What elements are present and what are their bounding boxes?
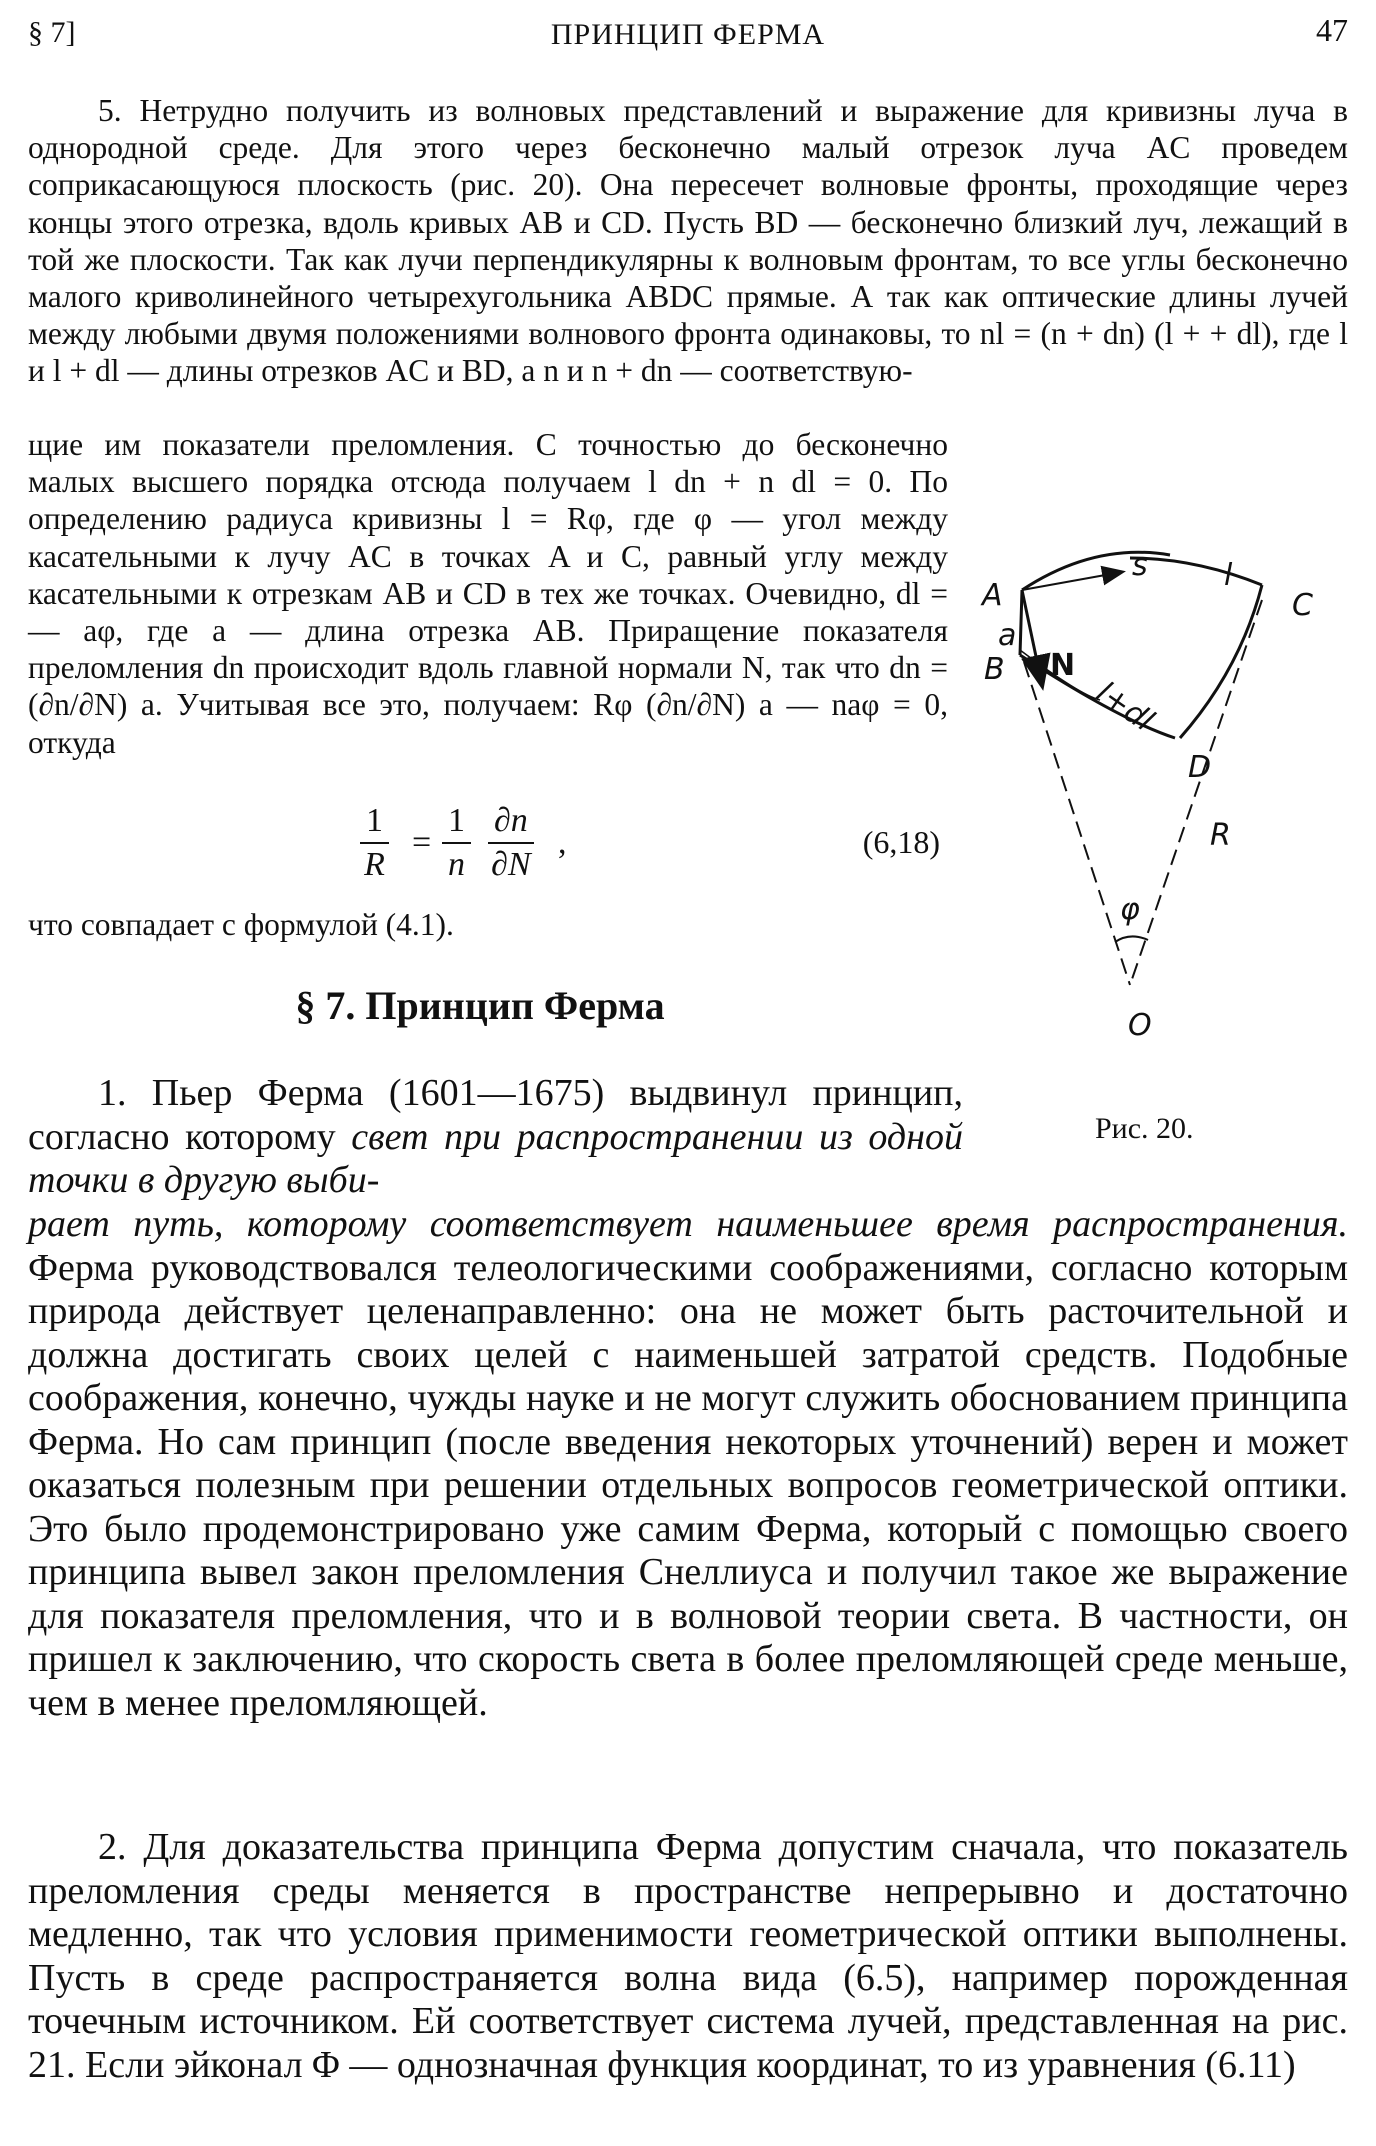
radius-c (1130, 600, 1262, 985)
front-cd (1180, 585, 1262, 738)
paragraph-1-left (28, 1072, 963, 1203)
label-s: s (1132, 548, 1148, 583)
label-a-point: A (982, 578, 1003, 613)
label-n: N (1050, 648, 1076, 683)
label-b-point: B (984, 652, 1005, 687)
formula-comma: , (558, 824, 567, 861)
paragraph-5-ending-text: что совпадает с формулой (4.1). (28, 907, 454, 942)
paragraph-2-text: 2. Для доказательства принципа Ферма допустим сначала, что показатель преломления среды меняется в пространстве непрерывно и достаточно медленно, так что условия применимости геометрической оптики выполнены. Пусть в среде распространяется волна вида (6.5), например порожденная точечным источником. Ей соответствует система лучей, представленная на рис. 21. Если эйконал Φ — однозначная функция координат, то из уравнения (6.11) (28, 1826, 1348, 2086)
paragraph-1-lead: 1. Пьер Ферма (1601—1675) выдвинул принцип, согласно которому (28, 1072, 963, 1158)
angle-arc (1115, 936, 1148, 942)
rhs-fraction-1 (442, 800, 471, 886)
section-title: § 7. Принцип Ферма (295, 983, 665, 1028)
figure-20-drawing (980, 480, 1360, 1120)
label-phi: φ (1120, 892, 1140, 927)
page-number: 47 (1316, 12, 1348, 48)
paragraph-1-italic: рает путь, которому соответствует наименьшее время распространения. (28, 1203, 1348, 1245)
rhs1-numerator: 1 (442, 800, 471, 844)
paragraph-2 (28, 1826, 1348, 2087)
rhs2-numerator: ∂n (488, 800, 534, 844)
formula-number: (6,18) (862, 824, 940, 860)
lhs-fraction (360, 800, 389, 886)
rhs-fraction-2 (488, 800, 534, 886)
running-title: ПРИНЦИП ФЕРМА (550, 18, 826, 51)
lhs-denominator: R (364, 846, 385, 883)
front-ab (1020, 590, 1022, 655)
section-ref: § 7] (28, 16, 76, 49)
paragraph-5-text: 5. Нетрудно получить из волновых представлений и выражение для кривизны луча в однородной среде. Для этого через бесконечно малый отрезок луча AC проведем соприкасающуюся плоскость (рис. 20). Она пересечет волновые фронты, проходящие через концы этого отрезка, вдоль кривых AB и CD. Пусть BD — бесконечно близкий луч, лежащий в той же плоскости. Так как лучи перпендикулярны к волновым фронтам, то все углы бесконечно малого криволинейного четырехугольника ABDC прямые. А так как оптические длины лучей между любыми двумя положениями волнового фронта одинаковы, то nl = (n + dn) (l + + dl), где l и l + dl — длины отрезков AC и BD, а n и n + dn — соответствую- (28, 93, 1348, 389)
page-header (28, 12, 1348, 56)
paragraph-5-top (28, 92, 1348, 390)
label-d-point: D (1188, 750, 1212, 785)
label-c-point: C (1292, 588, 1313, 623)
label-o-point: O (1128, 1008, 1152, 1043)
paragraph-5-ending (28, 906, 948, 943)
normal-n (1022, 590, 1042, 685)
paragraph-1-italic-lead: свет при распространении из одной точки в другую выби- (28, 1115, 964, 1201)
label-a-length: a (998, 618, 1017, 653)
label-r: R (1210, 818, 1231, 853)
label-l: l (1224, 558, 1233, 593)
figure-caption: Рис. 20. (1095, 1112, 1194, 1145)
equals-sign: = (412, 824, 432, 861)
paragraph-1-full (28, 1203, 1348, 1725)
label-l-plus-dl: l+dl (1089, 675, 1160, 739)
rhs1-denominator: n (448, 846, 465, 883)
ray-ac-end (1130, 558, 1262, 585)
paragraph-5-continuation: щие им показатели преломления. С точностью до бесконечно малых высшего порядка отсюда получаем l dn + n dl = 0. По определению радиуса кривизны l = Rφ, где φ — угол между касательными к лучу AC в точках A и C, равный углу между касательными к отрезкам AB и CD в тех же точках. Очевидно, dl = — aφ, где a — длина отрезка AB. Приращение показателя преломления dn происходит вдоль главной нормали N, так что dn = (∂n/∂N) a. Учитывая все это, получаем: Rφ (∂n/∂N) a — naφ = 0, откуда (28, 427, 948, 760)
figure-20 (980, 480, 1360, 1120)
paragraph-5-left (28, 426, 948, 761)
lhs-numerator: 1 (360, 800, 389, 844)
paragraph-1-body: Ферма руководствовался телеологическими соображениями, согласно которым природа действует целенаправленно: она не может быть расточительной и должна достигать своих целей с наименьшей затратой средств. Подобные соображения, конечно, чужды науке и не могут служить обоснованием принципа Ферма. Но сам принцип (после введения некоторых уточнений) верен и может оказаться полезным при решении отдельных вопросов геометрической оптики. Это было продемонстрировано уже самим Ферма, который с помощью своего принципа вывел закон преломления Снеллиуса и получил такое же выражение для показателя преломления, что и в волновой теории света. В частности, он пришел к заключению, что скорость света в более преломляющей среде меньше, чем в менее преломляющей. (28, 1246, 1348, 1724)
formula-6-18 (360, 800, 940, 900)
rhs2-denominator: ∂N (491, 846, 531, 883)
